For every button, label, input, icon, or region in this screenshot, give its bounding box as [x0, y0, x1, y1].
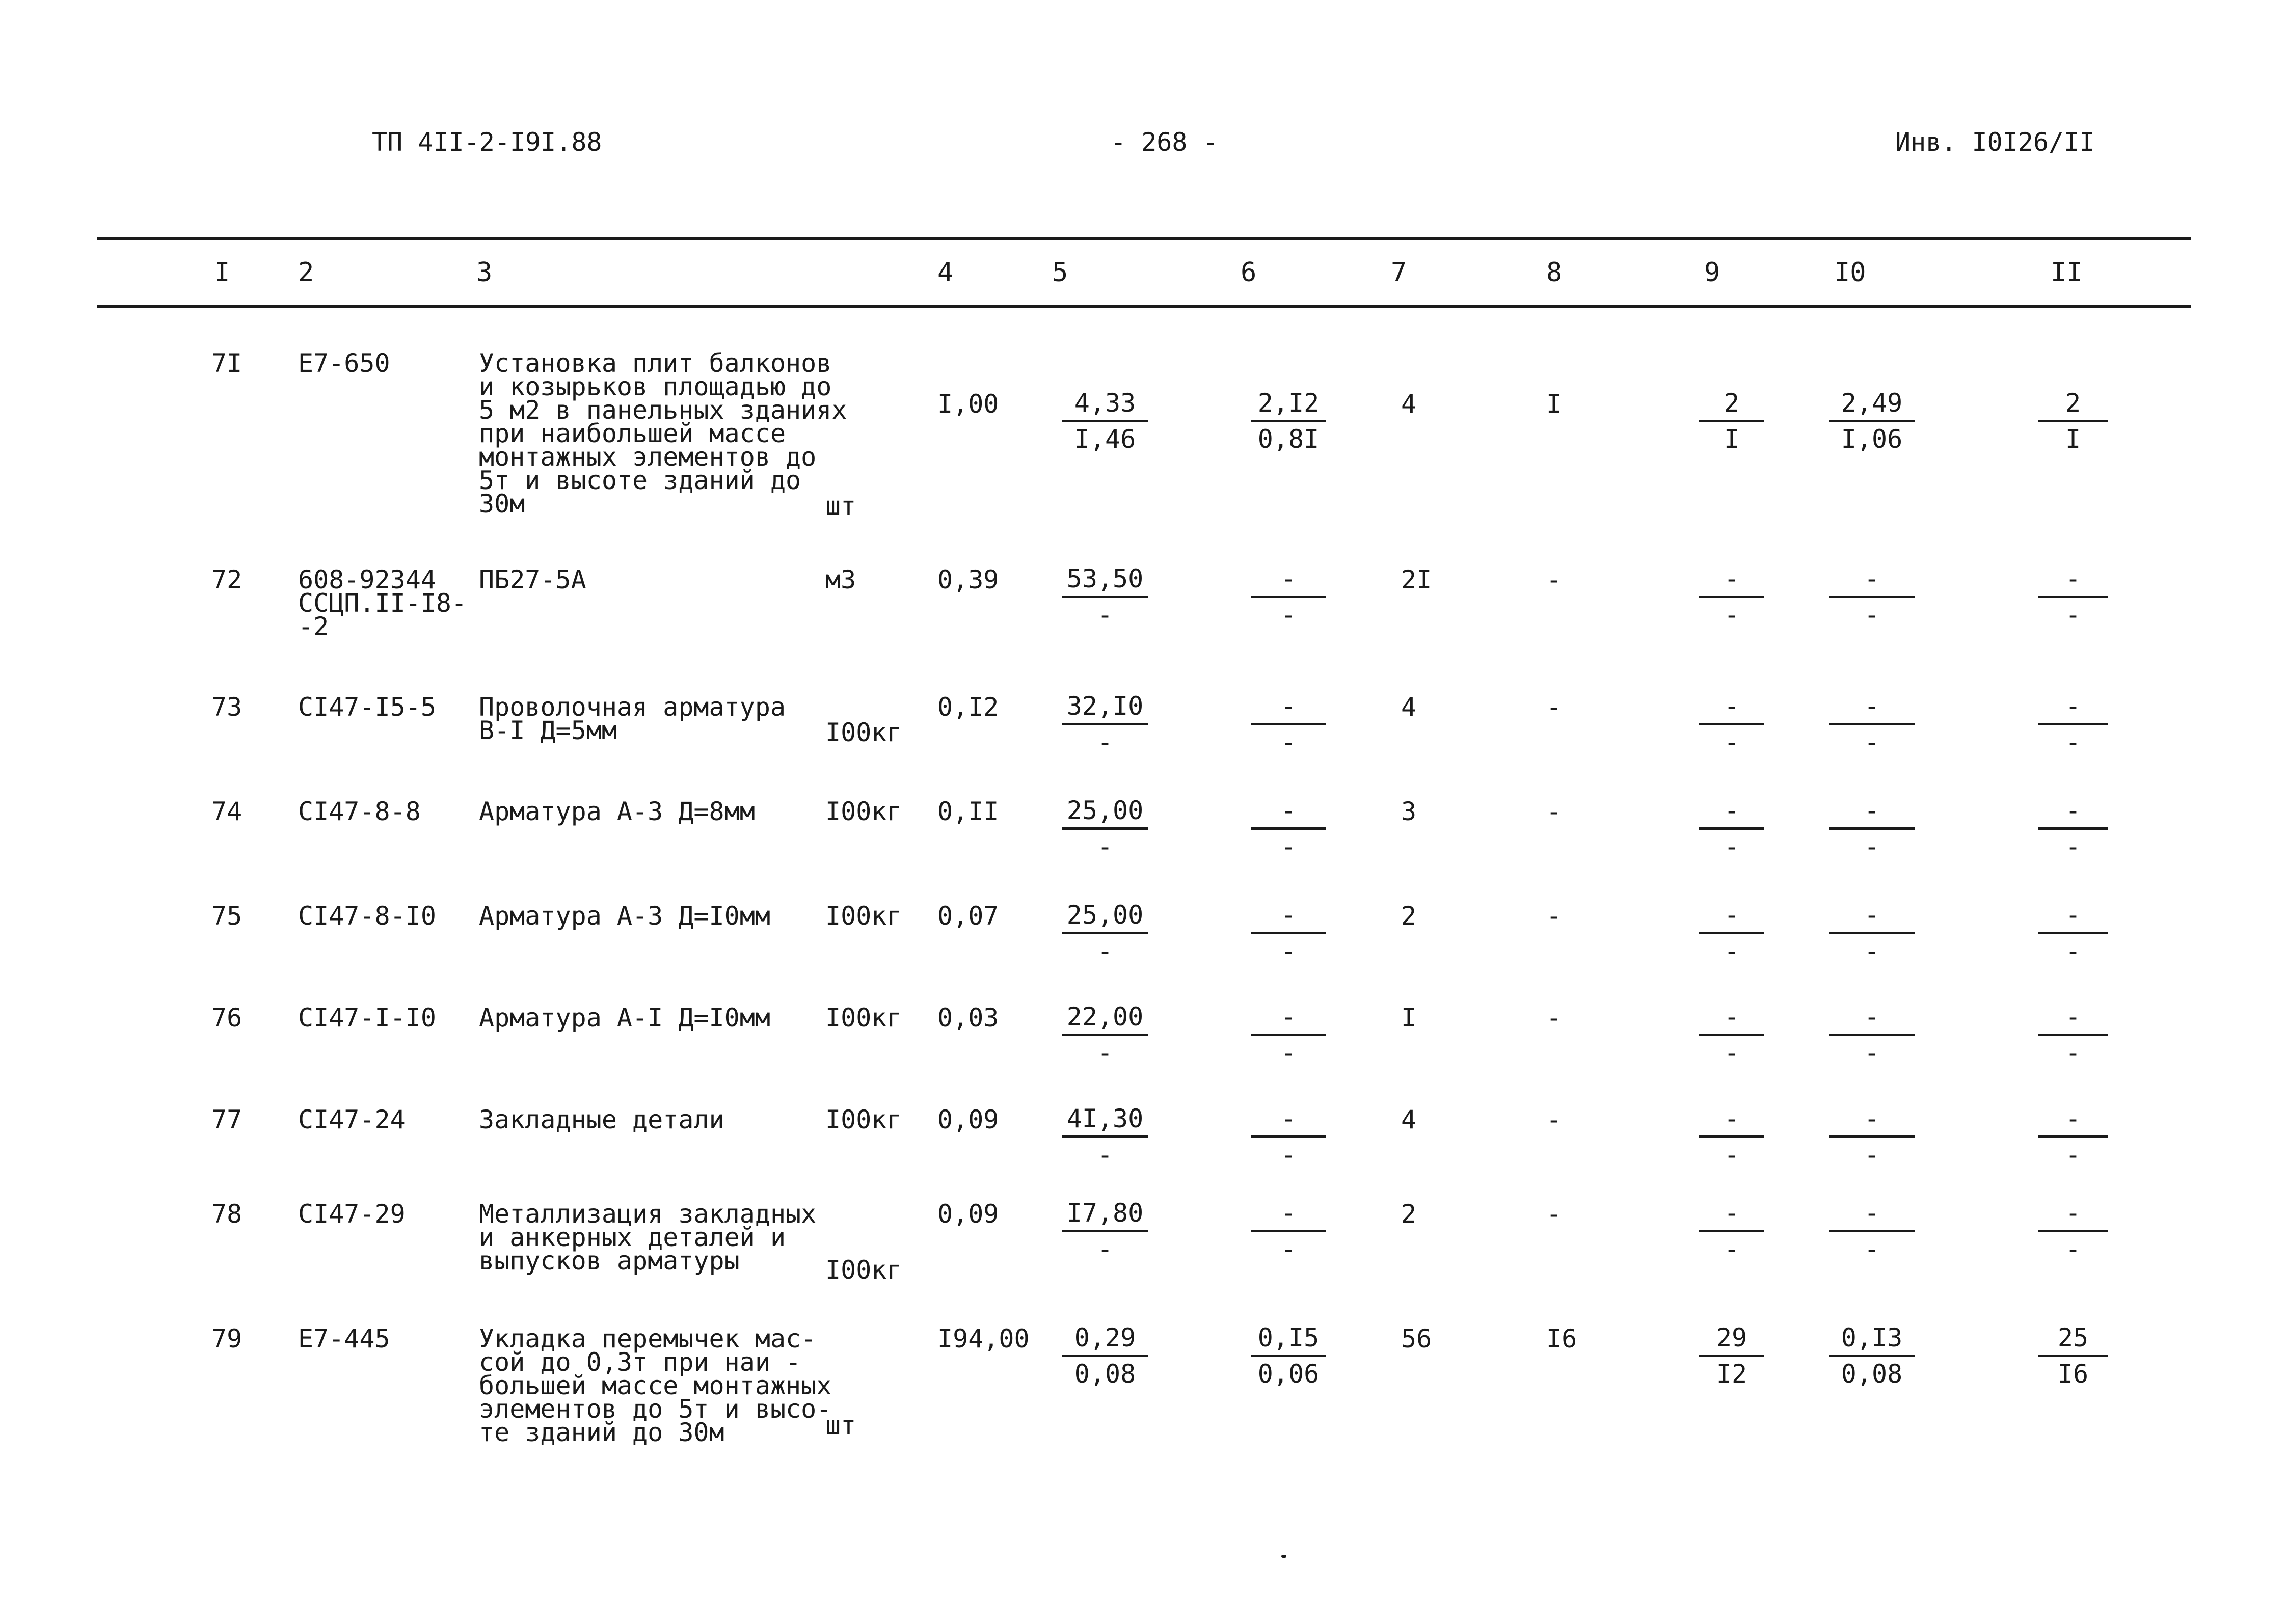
- col6-value-denominator: -: [1280, 727, 1297, 757]
- col6-value-numerator: -: [1251, 794, 1326, 830]
- col10-value-denominator: -: [1864, 1140, 1880, 1170]
- quantity: 0,03: [937, 1003, 999, 1033]
- col11-value-numerator: -: [2038, 1196, 2108, 1232]
- col9-value-denominator: I2: [1716, 1359, 1747, 1389]
- col5-value-denominator: -: [1097, 832, 1113, 861]
- col10-value-numerator: -: [1829, 794, 1915, 830]
- col5-value-numerator: 22,00: [1062, 1000, 1148, 1036]
- col5-value-numerator: 32,I0: [1062, 689, 1148, 725]
- col11-value: [2038, 1000, 2108, 1070]
- col7-value: 2: [1401, 901, 1417, 931]
- col5-value-denominator: 0,08: [1074, 1359, 1136, 1389]
- col10-value: [1829, 386, 1915, 456]
- col10-value-numerator: -: [1829, 898, 1915, 934]
- unit-of-measure: I00кг: [825, 901, 902, 931]
- col8-value: -: [1546, 1003, 1562, 1033]
- col11-value-numerator: 2: [2038, 386, 2108, 422]
- row-number: 75: [211, 901, 243, 931]
- unit-of-measure: I00кг: [825, 1003, 902, 1033]
- quantity: 0,09: [937, 1105, 999, 1134]
- col5-value: [1062, 794, 1148, 863]
- row-number: 77: [211, 1105, 243, 1134]
- col9-value-numerator: -: [1699, 794, 1764, 830]
- col5-value: [1062, 689, 1148, 759]
- item-code: E7-650: [298, 348, 390, 378]
- col6-value-numerator: -: [1251, 562, 1326, 598]
- item-code: E7-445: [298, 1324, 390, 1354]
- col5-value-numerator: 25,00: [1062, 898, 1148, 934]
- quantity: 0,39: [937, 565, 999, 594]
- col6-value-denominator: -: [1280, 832, 1297, 861]
- item-code: CI47-I-I0: [298, 1003, 436, 1033]
- col5-value-denominator: -: [1097, 1234, 1113, 1264]
- col5-value-denominator: -: [1097, 1140, 1113, 1170]
- col5-value: [1062, 1102, 1148, 1172]
- item-description: ПБ27-5А: [479, 565, 586, 594]
- col10-value-denominator: -: [1864, 727, 1880, 757]
- col5-value-numerator: 0,29: [1062, 1321, 1148, 1357]
- col9-value-numerator: 29: [1699, 1321, 1764, 1357]
- col6-value: [1251, 794, 1326, 863]
- col9-value-denominator: -: [1724, 936, 1740, 966]
- col6-value-denominator: -: [1280, 936, 1297, 966]
- col11-value-numerator: 25: [2038, 1321, 2108, 1357]
- col10-value: [1829, 1196, 1915, 1266]
- col9-value-numerator: 2: [1699, 386, 1764, 422]
- col5-value-denominator: -: [1097, 1038, 1113, 1068]
- col10-value-numerator: -: [1829, 689, 1915, 725]
- col9-value: [1699, 1196, 1764, 1266]
- item-code: CI47-8-I0: [298, 901, 436, 931]
- col10-value: [1829, 689, 1915, 759]
- col10-value-numerator: -: [1829, 1196, 1915, 1232]
- col5-value-denominator: -: [1097, 600, 1113, 630]
- col7-value: 3: [1401, 797, 1417, 826]
- col11-value-numerator: -: [2038, 689, 2108, 725]
- unit-of-measure: шт: [825, 1411, 856, 1440]
- column-header-4: 4: [937, 257, 954, 288]
- col9-value-denominator: -: [1724, 1234, 1740, 1264]
- page-header-left: ТП 4II-2-I9I.88: [372, 127, 602, 157]
- column-header-11: II: [2051, 257, 2083, 288]
- column-header-3: 3: [476, 257, 493, 288]
- col6-value-numerator: -: [1251, 689, 1326, 725]
- col6-value-numerator: -: [1251, 1196, 1326, 1232]
- col10-value: [1829, 1321, 1915, 1391]
- col11-value-numerator: -: [2038, 562, 2108, 598]
- table-header-rule: [97, 305, 2191, 308]
- col9-value-numerator: -: [1699, 689, 1764, 725]
- item-description: Установка плит балконов и козырьков площадью до 5 м2 в панельных зданиях при наибольшей массе монтажных элементов до 5т и высоте зданий до 30м: [479, 348, 847, 519]
- col9-value: [1699, 1321, 1764, 1391]
- col6-value: [1251, 1321, 1326, 1391]
- column-header-5: 5: [1052, 257, 1068, 288]
- col5-value-numerator: I7,80: [1062, 1196, 1148, 1232]
- col10-value: [1829, 794, 1915, 863]
- col9-value-denominator: -: [1724, 1140, 1740, 1170]
- col9-value-denominator: I: [1724, 424, 1740, 454]
- col5-value-numerator: 4,33: [1062, 386, 1148, 422]
- col9-value-denominator: -: [1724, 1038, 1740, 1068]
- col6-value-denominator: -: [1280, 600, 1297, 630]
- col5-value: [1062, 1321, 1148, 1391]
- item-description: Проволочная арматура В-I Д=5мм: [479, 692, 786, 745]
- row-number: 7I: [211, 348, 243, 378]
- col11-value: [2038, 562, 2108, 632]
- unit-of-measure: I00кг: [825, 1255, 902, 1285]
- col11-value: [2038, 1321, 2108, 1391]
- col9-value-denominator: -: [1724, 832, 1740, 861]
- col6-value-denominator: 0,8I: [1257, 424, 1320, 454]
- col6-value: [1251, 1102, 1326, 1172]
- col6-value: [1251, 1196, 1326, 1266]
- col5-value: [1062, 386, 1148, 456]
- col7-value: 2: [1401, 1199, 1417, 1229]
- col10-value-denominator: -: [1864, 832, 1880, 861]
- row-number: 74: [211, 797, 243, 826]
- col11-value-numerator: -: [2038, 794, 2108, 830]
- col8-value: I: [1546, 389, 1562, 419]
- col6-value: [1251, 689, 1326, 759]
- col9-value-numerator: -: [1699, 562, 1764, 598]
- col11-value-numerator: -: [2038, 898, 2108, 934]
- col11-value-denominator: -: [2065, 1234, 2081, 1264]
- col9-value-numerator: -: [1699, 1102, 1764, 1138]
- quantity: 0,09: [937, 1199, 999, 1229]
- col10-value-denominator: 0,08: [1841, 1359, 1903, 1389]
- page-number: - 268 -: [1111, 127, 1218, 157]
- col10-value-denominator: -: [1864, 1234, 1880, 1264]
- col8-value: -: [1546, 1199, 1562, 1229]
- col10-value: [1829, 562, 1915, 632]
- col5-value: [1062, 1000, 1148, 1070]
- quantity: 0,I2: [937, 692, 999, 722]
- col11-value: [2038, 386, 2108, 456]
- col7-value: I: [1401, 1003, 1417, 1033]
- col6-value-denominator: -: [1280, 1234, 1297, 1264]
- col11-value: [2038, 1196, 2108, 1266]
- col8-value: -: [1546, 901, 1562, 931]
- col5-value: [1062, 1196, 1148, 1266]
- item-description: Арматура А-3 Д=I0мм: [479, 901, 770, 931]
- col8-value: -: [1546, 692, 1562, 722]
- item-code: CI47-8-8: [298, 797, 421, 826]
- col11-value: [2038, 689, 2108, 759]
- item-code: CI47-29: [298, 1199, 406, 1229]
- col9-value: [1699, 562, 1764, 632]
- unit-of-measure: м3: [825, 565, 856, 594]
- col10-value-numerator: -: [1829, 1000, 1915, 1036]
- item-code: CI47-I5-5: [298, 692, 436, 722]
- col7-value: 4: [1401, 1105, 1417, 1134]
- col9-value: [1699, 689, 1764, 759]
- col9-value: [1699, 386, 1764, 456]
- col11-value-denominator: I: [2065, 424, 2081, 454]
- col10-value-numerator: 2,49: [1829, 386, 1915, 422]
- item-description: Укладка перемычек мас- сой до 0,3т при наи - большей массе монтажных элементов до 5т и высо- те зданий до 30м: [479, 1324, 832, 1447]
- col9-value: [1699, 898, 1764, 968]
- quantity: 0,07: [937, 901, 999, 931]
- col10-value-numerator: -: [1829, 562, 1915, 598]
- col11-value-denominator: -: [2065, 936, 2081, 966]
- col10-value-denominator: -: [1864, 936, 1880, 966]
- col6-value: [1251, 562, 1326, 632]
- col5-value: [1062, 562, 1148, 632]
- row-number: 72: [211, 565, 243, 594]
- col6-value: [1251, 386, 1326, 456]
- col8-value: I6: [1546, 1324, 1577, 1354]
- col7-value: 2I: [1401, 565, 1432, 594]
- col10-value-numerator: -: [1829, 1102, 1915, 1138]
- col7-value: 4: [1401, 692, 1417, 722]
- col10-value-numerator: 0,I3: [1829, 1321, 1915, 1357]
- unit-of-measure: шт: [825, 491, 856, 521]
- col11-value-denominator: -: [2065, 600, 2081, 630]
- col11-value-numerator: -: [2038, 1000, 2108, 1036]
- col8-value: -: [1546, 797, 1562, 826]
- quantity: I,00: [937, 389, 999, 419]
- column-header-6: 6: [1241, 257, 1257, 288]
- col10-value-denominator: I,06: [1841, 424, 1903, 454]
- col11-value-denominator: -: [2065, 1038, 2081, 1068]
- col9-value: [1699, 794, 1764, 863]
- table-top-rule: [97, 237, 2191, 240]
- scan-speck: [1281, 1555, 1286, 1558]
- col7-value: 56: [1401, 1324, 1432, 1354]
- col5-value-denominator: -: [1097, 727, 1113, 757]
- col6-value-numerator: 2,I2: [1251, 386, 1326, 422]
- col6-value-numerator: -: [1251, 898, 1326, 934]
- col10-value-denominator: -: [1864, 600, 1880, 630]
- col6-value: [1251, 1000, 1326, 1070]
- col11-value: [2038, 898, 2108, 968]
- column-header-1: I: [214, 257, 230, 288]
- col11-value-denominator: -: [2065, 832, 2081, 861]
- unit-of-measure: I00кг: [825, 797, 902, 826]
- item-code: 608-92344 ССЦП.II-I8- -2: [298, 565, 467, 641]
- column-header-10: I0: [1834, 257, 1866, 288]
- col8-value: -: [1546, 565, 1562, 594]
- col6-value-numerator: -: [1251, 1102, 1326, 1138]
- col6-value-denominator: -: [1280, 1038, 1297, 1068]
- col5-value-numerator: 4I,30: [1062, 1102, 1148, 1138]
- column-header-7: 7: [1391, 257, 1407, 288]
- col9-value-denominator: -: [1724, 600, 1740, 630]
- row-number: 73: [211, 692, 243, 722]
- col10-value-denominator: -: [1864, 1038, 1880, 1068]
- row-number: 76: [211, 1003, 243, 1033]
- col10-value: [1829, 898, 1915, 968]
- col9-value: [1699, 1102, 1764, 1172]
- col8-value: -: [1546, 1105, 1562, 1134]
- col11-value-denominator: I6: [2057, 1359, 2089, 1389]
- col10-value: [1829, 1000, 1915, 1070]
- col11-value: [2038, 1102, 2108, 1172]
- col11-value: [2038, 794, 2108, 863]
- col5-value-numerator: 53,50: [1062, 562, 1148, 598]
- item-description: Закладные детали: [479, 1105, 724, 1134]
- col6-value-denominator: 0,06: [1257, 1359, 1320, 1389]
- col9-value-denominator: -: [1724, 727, 1740, 757]
- item-code: CI47-24: [298, 1105, 406, 1134]
- row-number: 79: [211, 1324, 243, 1354]
- quantity: 0,II: [937, 797, 999, 826]
- column-header-9: 9: [1704, 257, 1720, 288]
- col5-value-denominator: -: [1097, 936, 1113, 966]
- column-header-8: 8: [1546, 257, 1563, 288]
- col5-value: [1062, 898, 1148, 968]
- quantity: I94,00: [937, 1324, 1030, 1354]
- col5-value-numerator: 25,00: [1062, 794, 1148, 830]
- unit-of-measure: I00кг: [825, 718, 902, 747]
- col9-value-numerator: -: [1699, 898, 1764, 934]
- col11-value-numerator: -: [2038, 1102, 2108, 1138]
- col7-value: 4: [1401, 389, 1417, 419]
- col6-value-numerator: 0,I5: [1251, 1321, 1326, 1357]
- item-description: Арматура А-3 Д=8мм: [479, 797, 755, 826]
- col10-value: [1829, 1102, 1915, 1172]
- col9-value: [1699, 1000, 1764, 1070]
- inventory-number: Инв. I0I26/II: [1895, 127, 2095, 157]
- col11-value-denominator: -: [2065, 727, 2081, 757]
- item-description: Арматура А-I Д=I0мм: [479, 1003, 770, 1033]
- col6-value-numerator: -: [1251, 1000, 1326, 1036]
- col6-value: [1251, 898, 1326, 968]
- col9-value-numerator: -: [1699, 1000, 1764, 1036]
- col9-value-numerator: -: [1699, 1196, 1764, 1232]
- col5-value-denominator: I,46: [1074, 424, 1136, 454]
- column-header-2: 2: [298, 257, 314, 288]
- row-number: 78: [211, 1199, 243, 1229]
- col6-value-denominator: -: [1280, 1140, 1297, 1170]
- item-description: Металлизация закладных и анкерных деталей и выпусков арматуры: [479, 1199, 817, 1276]
- col11-value-denominator: -: [2065, 1140, 2081, 1170]
- unit-of-measure: I00кг: [825, 1105, 902, 1134]
